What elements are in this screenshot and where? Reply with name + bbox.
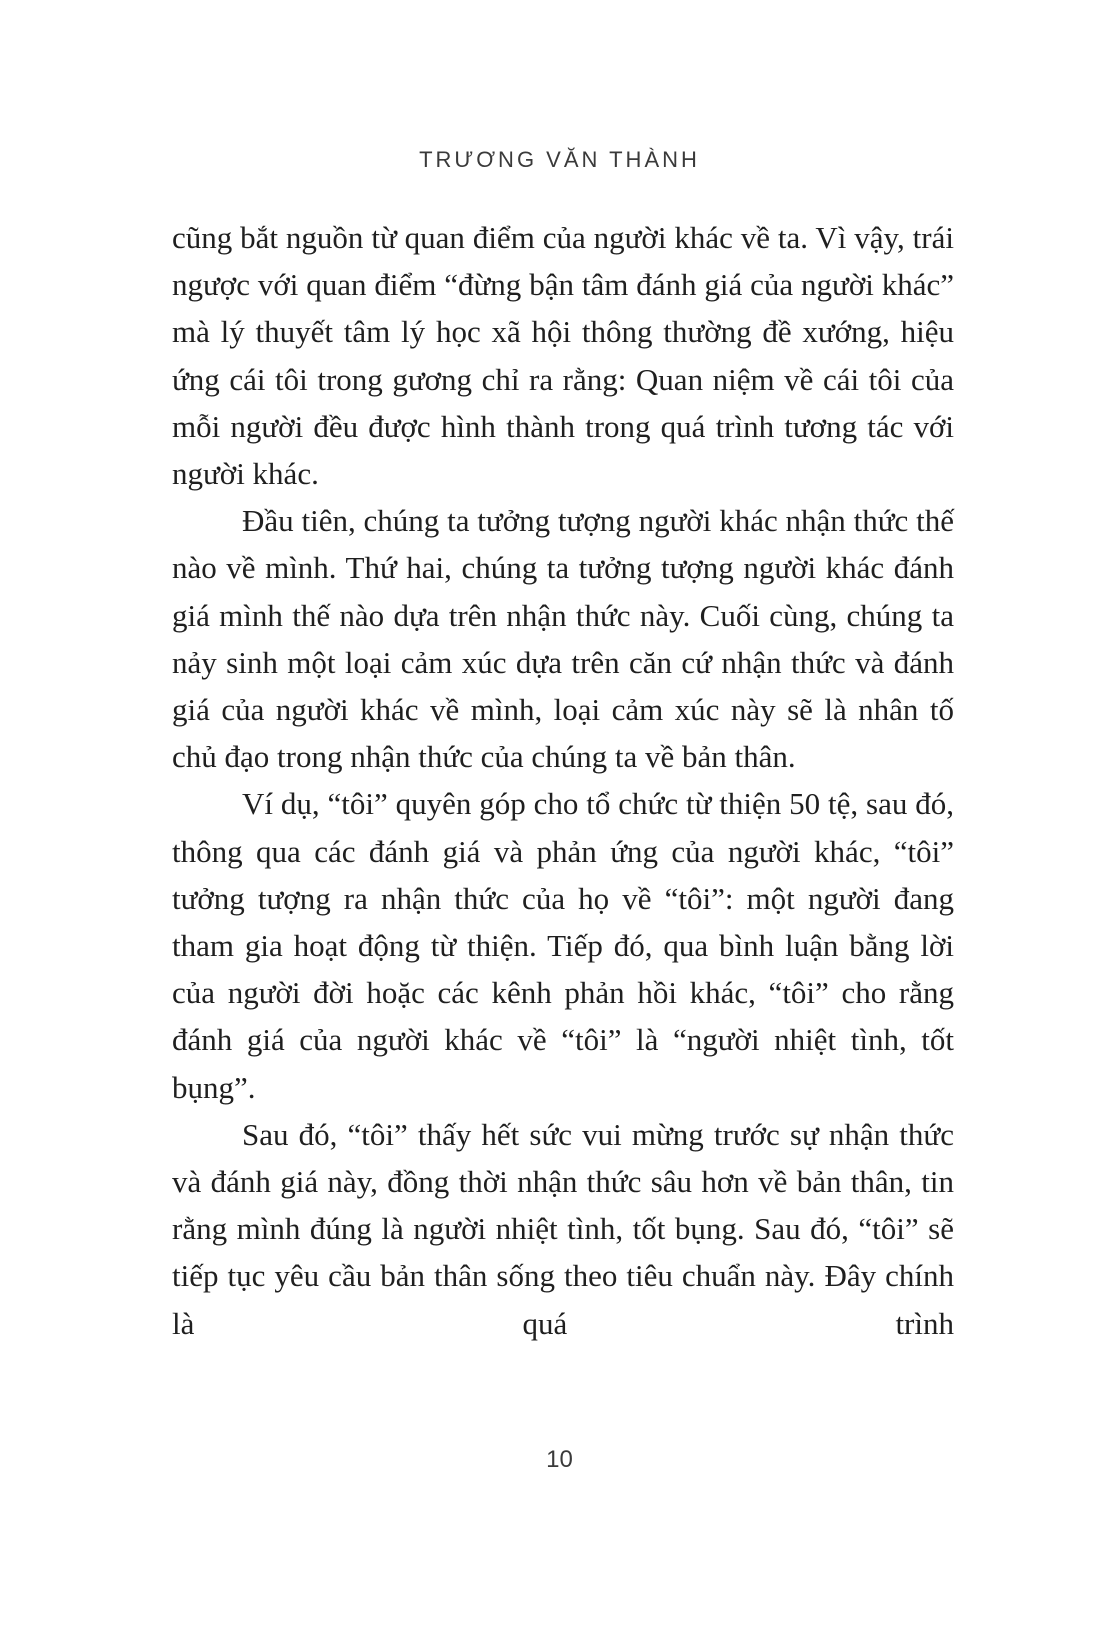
paragraph-1: cũng bắt nguồn từ quan điểm của người khác về ta. Vì vậy, trái ngược với quan điểm “đừng bận tâm đánh giá của người khác” mà lý thuyết tâm lý học xã hội thông thường đề xướng, hiệu ứng cái tôi trong gương chỉ ra rằng: Quan niệm về cái tôi của mỗi người đều được hình thành trong quá trình tương tác với người khác. [172,220,954,492]
paragraph-2: Đầu tiên, chúng ta tưởng tượng người khác nhận thức thế nào về mình. Thứ hai, chúng ta tưởng tượng người khác đánh giá mình thế nào dựa trên nhận thức này. Cuối cùng, chúng ta nảy sinh một loại cảm xúc dựa trên căn cứ nhận thức và đánh giá của người khác về mình, loại cảm xúc này sẽ là nhân tố chủ đạo trong nhận thức của chúng ta về bản thân. [172,503,954,775]
body-text [172,214,954,1347]
running-header: TRƯƠNG VĂN THÀNH [419,147,700,172]
page-number: 10 [546,1446,573,1473]
paragraph-3: Ví dụ, “tôi” quyên góp cho tổ chức từ thiện 50 tệ, sau đó, thông qua các đánh giá và phản ứng của người khác, “tôi” tưởng tượng ra nhận thức của họ về “tôi”: một người đang tham gia hoạt động từ thiện. Tiếp đó, qua bình luận bằng lời của người đời hoặc các kênh phản hồi khác, “tôi” cho rằng đánh giá của người khác về “tôi” là “người nhiệt tình, tốt bụng”. [172,786,954,1105]
paragraph-4: Sau đó, “tôi” thấy hết sức vui mừng trước sự nhận thức và đánh giá này, đồng thời nhận thức sâu hơn về bản thân, tin rằng mình đúng là người nhiệt tình, tốt bụng. Sau đó, “tôi” sẽ tiếp tục yêu cầu bản thân sống theo tiêu chuẩn này. Đây chính là quá trình [172,1116,954,1341]
